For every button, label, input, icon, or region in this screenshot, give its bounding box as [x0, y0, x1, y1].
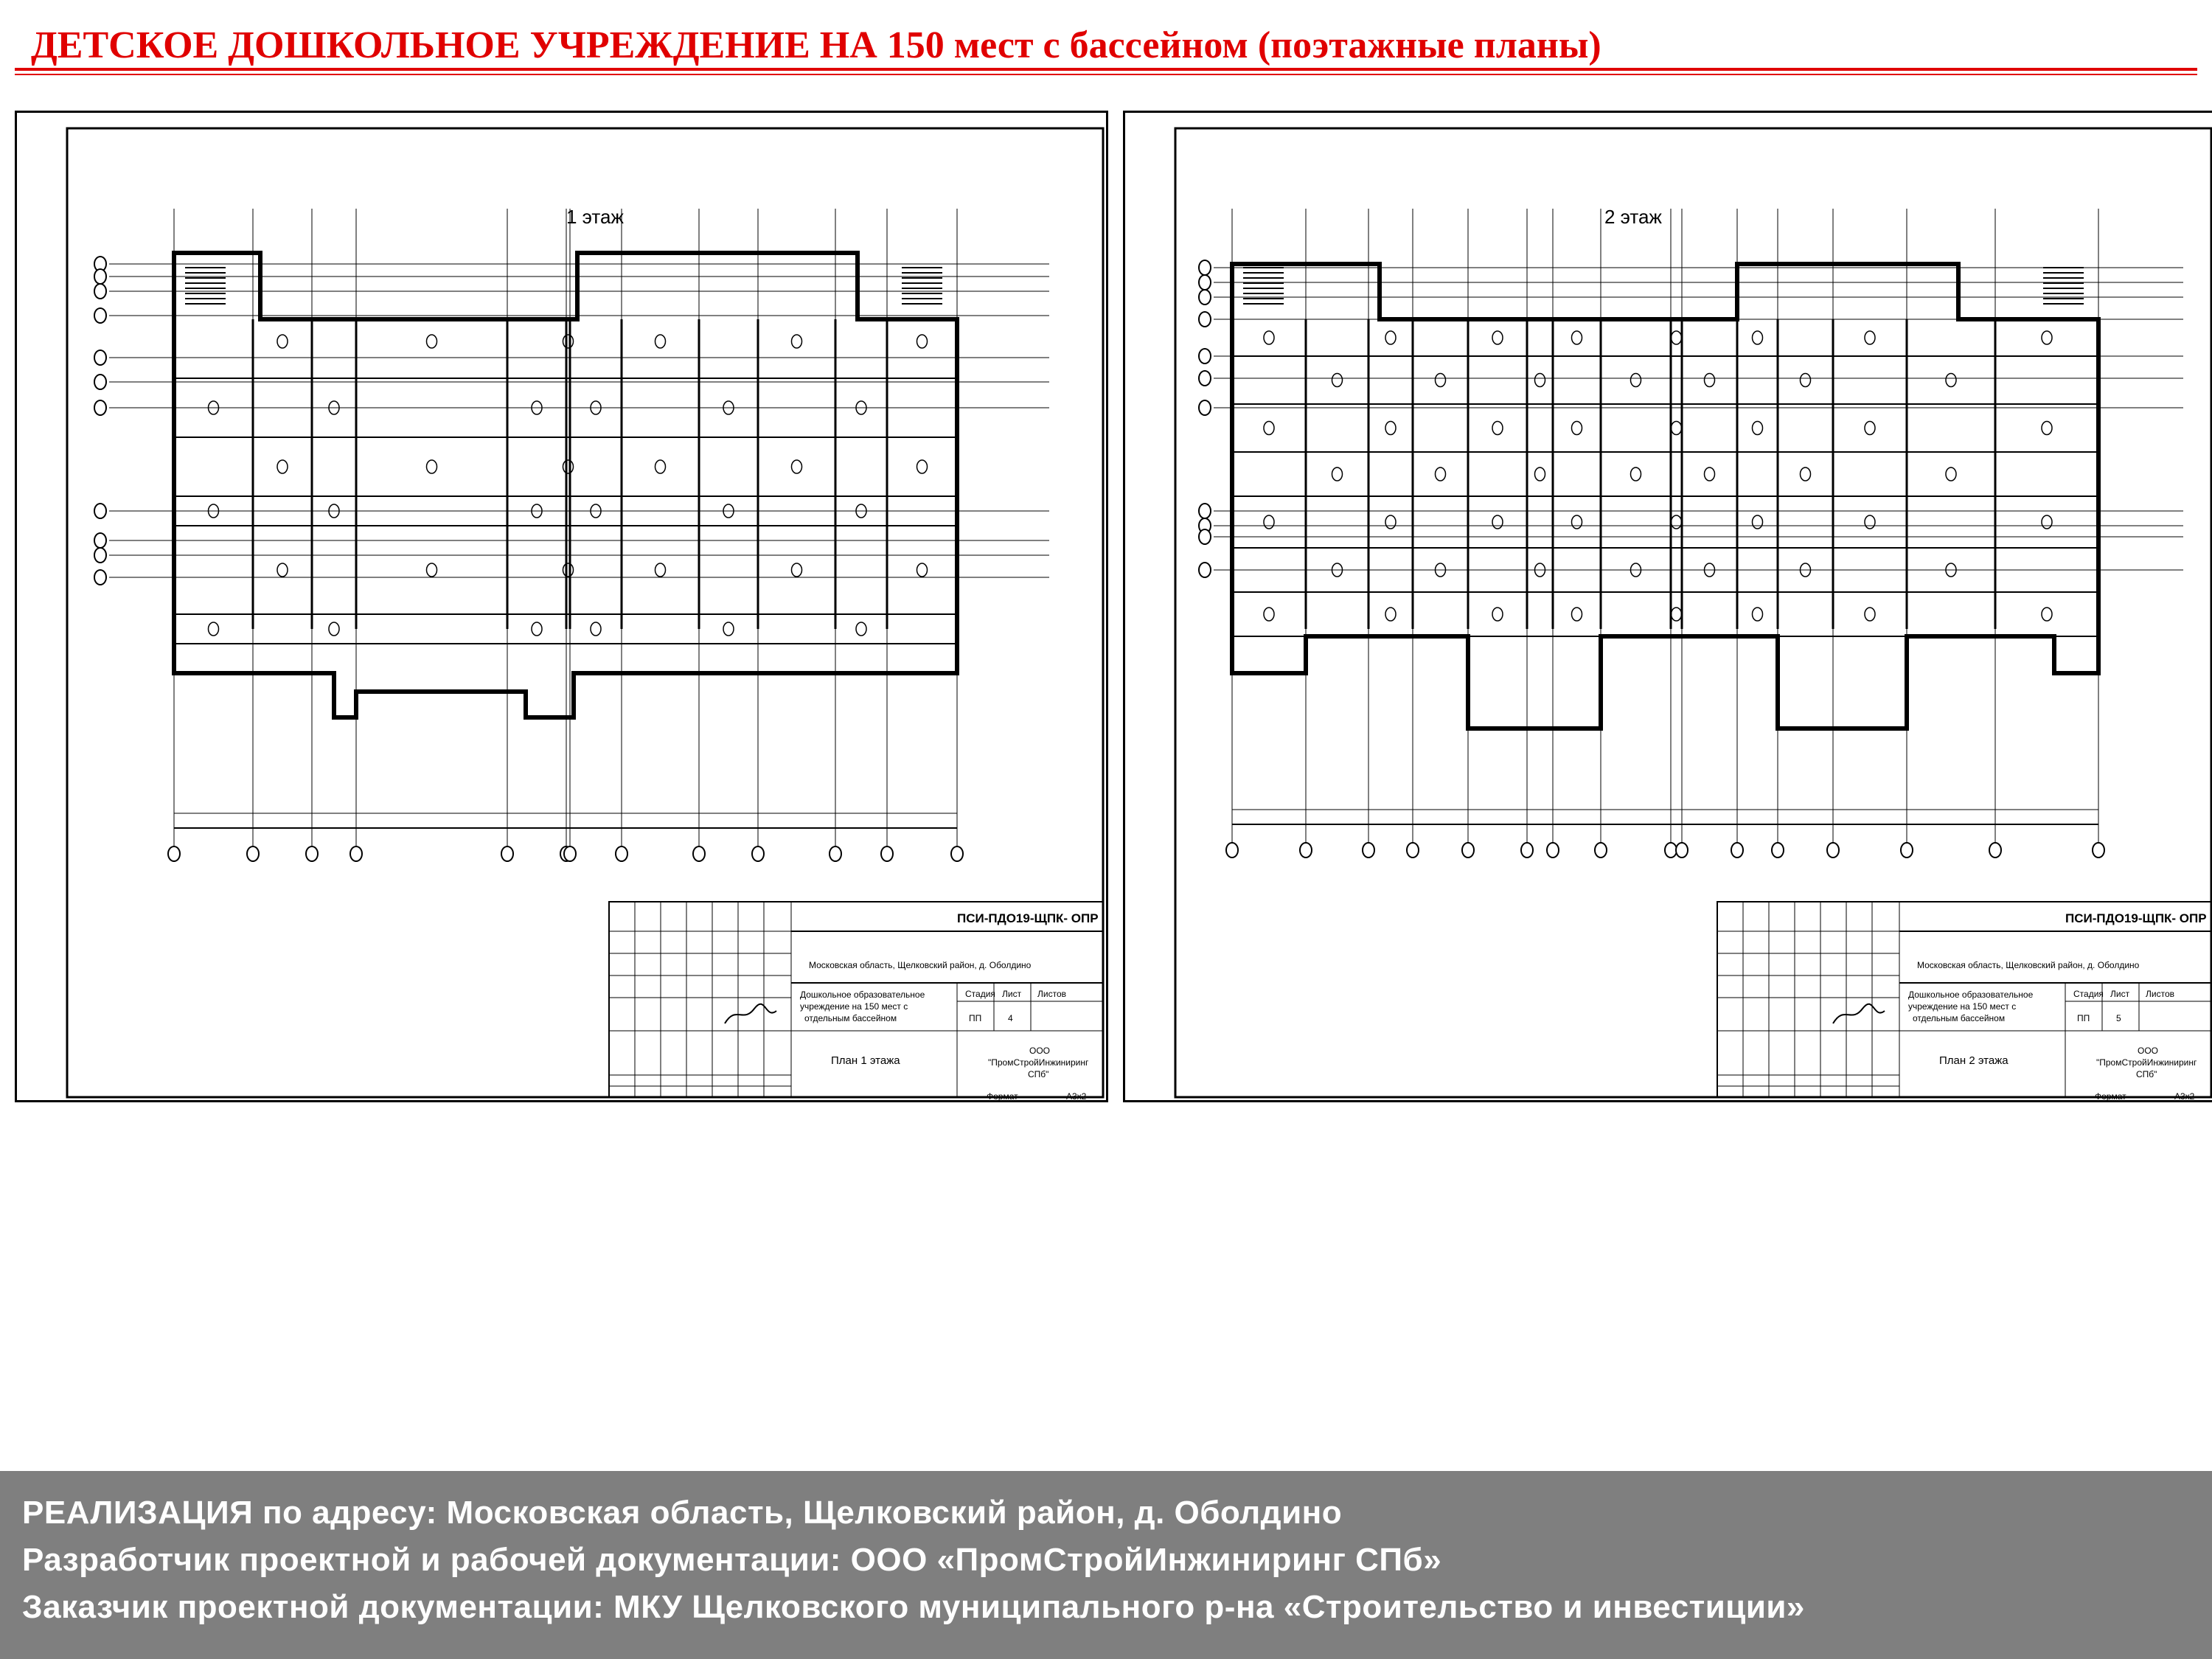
- footer-address-line: РЕАЛИЗАЦИЯ по адресу: Московская область, Щелковский район, д. Оболдино: [22, 1495, 1343, 1531]
- title-block: [1717, 902, 2211, 1102]
- title-block-code: ПСИ-ПДО19-ЩПК- ОПР: [2065, 911, 2207, 925]
- signature-mark: [1833, 1004, 1885, 1023]
- title-block-company-line-2: "ПромСтройИнжиниринг: [2096, 1057, 2197, 1068]
- sheet-inner-frame: [1175, 128, 2211, 1097]
- signature-mark: [725, 1004, 776, 1023]
- title-block-company-line-2: "ПромСтройИнжиниринг: [988, 1057, 1089, 1068]
- title-block-address: Московская область, Щелковский район, д. Оболдино: [1917, 960, 2140, 970]
- title-block-sheets-header: Листов: [2146, 989, 2174, 999]
- floor-plan-2-drawing: [1125, 113, 2212, 1105]
- sheet-format-label: Формат: [987, 1091, 1018, 1102]
- title-block-company-line-3: СПб": [1028, 1069, 1049, 1079]
- title-block-object-line-1: Дошкольное образовательное: [1908, 990, 2034, 1000]
- drawing-sheet-floor-2: [1123, 111, 2212, 1102]
- title-block-drawing-name: План 2 этажа: [1939, 1054, 2008, 1067]
- plan-label: 1 этаж: [566, 206, 624, 228]
- interior-walls: [174, 268, 957, 644]
- room-markers: [1264, 331, 2052, 621]
- title-block-code: ПСИ-ПДО19-ЩПК- ОПР: [957, 911, 1099, 925]
- title-block-object-line-2: учреждение на 150 мест с: [800, 1001, 908, 1012]
- title-block-object-line-2: учреждение на 150 мест с: [1908, 1001, 2017, 1012]
- title-block-company-line-1: ООО: [2138, 1046, 2159, 1056]
- title-block-sheets-header: Листов: [1037, 989, 1066, 999]
- title-block-company-line-3: СПб": [2136, 1069, 2157, 1079]
- grid-axis-bubbles: [94, 257, 963, 861]
- title-block-stage: ПП: [2077, 1013, 2090, 1023]
- sheet-format-label: Формат: [2095, 1091, 2126, 1102]
- grid-lines: [1214, 209, 2183, 850]
- sheet-inner-frame: [67, 128, 1103, 1097]
- footer-developer-line: Разработчик проектной и рабочей документации: ООО «ПромСтройИнжиниринг СПб»: [22, 1542, 1442, 1578]
- title-block-object-line-3: отдельным бассейном: [1913, 1013, 2006, 1023]
- title-block-object-line-3: отдельным бассейном: [804, 1013, 897, 1023]
- title-block-stage-header: Стадия: [965, 989, 995, 999]
- page-title: ДЕТСКОЕ ДОШКОЛЬНОЕ УЧРЕЖДЕНИЕ НА 150 мест с бассейном (поэтажные планы): [31, 24, 1601, 66]
- footer-info-band: [0, 1471, 2212, 1659]
- footer-customer-line: Заказчик проектной документации: МКУ Щелковского муниципального р-на «Строительство и инвестиции»: [22, 1589, 1805, 1625]
- title-block-sheet-number: 5: [2116, 1013, 2121, 1023]
- plan-label: 2 этаж: [1604, 206, 1662, 228]
- dimension-lines: [1232, 810, 2098, 843]
- drawing-sheet-floor-1: [15, 111, 1108, 1102]
- title-underline-thick: [15, 68, 2197, 71]
- room-markers: [209, 335, 928, 636]
- title-block-sheet-header: Лист: [2110, 989, 2130, 999]
- title-block-stage-header: Стадия: [2073, 989, 2104, 999]
- title-block-company-line-1: ООО: [1029, 1046, 1051, 1056]
- title-block-drawing-name: План 1 этажа: [831, 1054, 900, 1067]
- title-block-stage: ПП: [969, 1013, 982, 1023]
- dimension-lines: [174, 813, 957, 846]
- sheet-format-value: А3х2: [1066, 1091, 1087, 1102]
- title-block: [609, 902, 1103, 1102]
- sheet-format-value: А3х2: [2174, 1091, 2195, 1102]
- title-block-object-line-1: Дошкольное образовательное: [800, 990, 925, 1000]
- grid-axis-bubbles: [1199, 260, 2104, 858]
- title-underline-thin: [15, 74, 2197, 75]
- interior-walls: [1232, 268, 2098, 636]
- title-block-sheet-number: 4: [1008, 1013, 1013, 1023]
- title-block-sheet-header: Лист: [1002, 989, 1022, 999]
- floor-plan-1-drawing: [17, 113, 1110, 1105]
- title-block-address: Московская область, Щелковский район, д. Оболдино: [809, 960, 1032, 970]
